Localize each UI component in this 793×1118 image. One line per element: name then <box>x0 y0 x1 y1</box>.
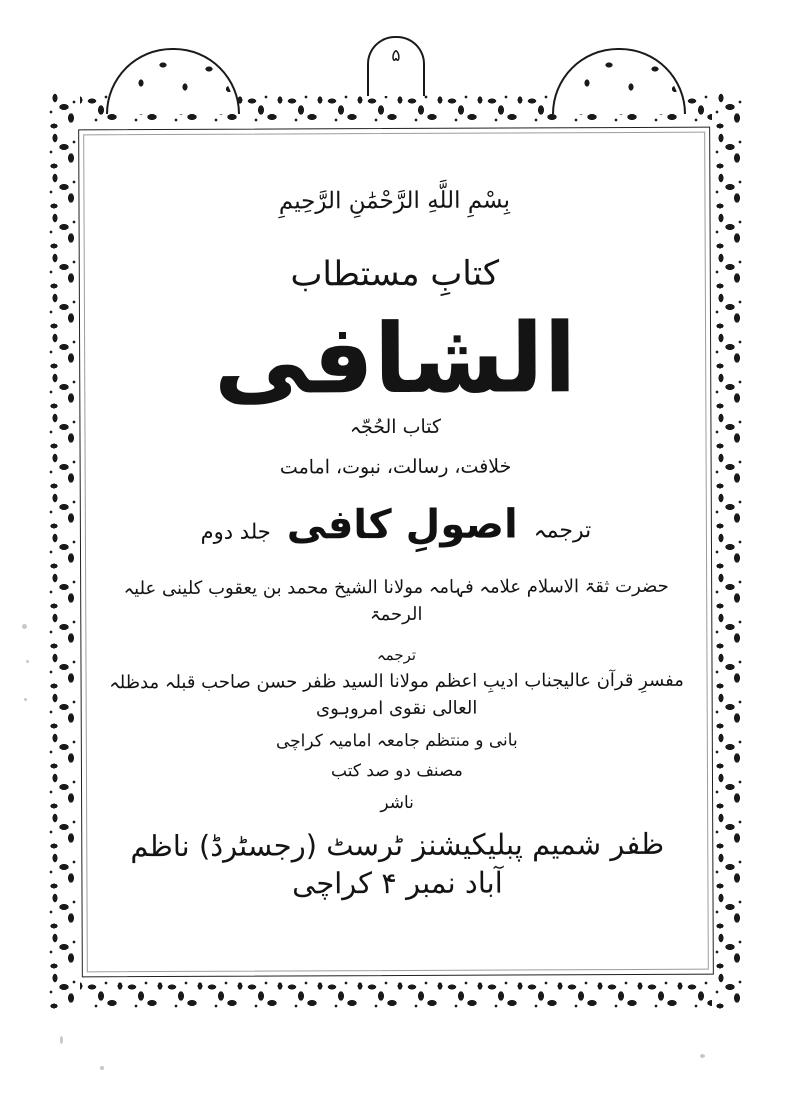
arch-ornament-right <box>552 48 686 114</box>
kitab-mustatab-line: کتابِ مستطاب <box>290 253 500 295</box>
publisher-name: ظفر شمیم پبلیکیشنز ٹرسٹ (رجسٹرڈ) ناظم آباد نمبر ۴ کراچی <box>130 827 665 901</box>
scan-speck <box>100 1066 104 1070</box>
arch-ornament-left <box>106 48 240 114</box>
book-main-title: الشافی <box>213 302 577 417</box>
book-topics-line: خلافت، رسالت، نبوت، امامت <box>279 455 512 479</box>
title-page-content <box>79 128 713 977</box>
border-band-left <box>46 92 80 1012</box>
scan-speck <box>700 1054 705 1058</box>
volume-label: جلد دوم <box>200 519 271 545</box>
crest-mark: ۵ <box>391 46 401 66</box>
translator-name: مفسرِ قرآن عالیجناب ادیبِ اعظم مولانا السید ظفر حسن صاحب قبلہ مدظلہ العالی نقوی امروہوی <box>109 669 684 720</box>
arch-foliage-left <box>111 53 235 114</box>
scan-speck <box>60 1036 63 1044</box>
publisher-label: ناشر <box>380 793 414 814</box>
border-band-bottom <box>46 978 746 1012</box>
crest-ornament <box>367 36 425 96</box>
translator-label: ترجمہ <box>376 646 417 665</box>
translation-label: ترجمہ <box>533 518 592 544</box>
compiler-note: مصنف دو صد کتب <box>330 760 463 782</box>
basmala-line: بِسْمِ اللَّهِ الرَّحْمَٰنِ الرَّحِيمِ <box>278 187 511 215</box>
inner-text-frame <box>78 127 714 978</box>
border-band-right <box>712 92 746 1012</box>
translator-affiliation: بانی و منتظم جامعہ امامیہ کراچی <box>275 730 518 752</box>
scan-speck <box>22 624 27 629</box>
scan-speck <box>26 660 29 663</box>
book-sub-title: کتاب الحُجّہ <box>349 415 442 439</box>
translation-title: اصولِ کافی <box>286 501 518 549</box>
translation-title-row <box>107 501 685 550</box>
author-line: حضرت ثقۃ الاسلام علامہ فہامہ مولانا الشیخ محمد بن یعقوب کلینی علیہ الرحمۃ <box>123 575 669 626</box>
scan-speck <box>24 698 27 701</box>
arch-foliage-right <box>557 53 681 114</box>
